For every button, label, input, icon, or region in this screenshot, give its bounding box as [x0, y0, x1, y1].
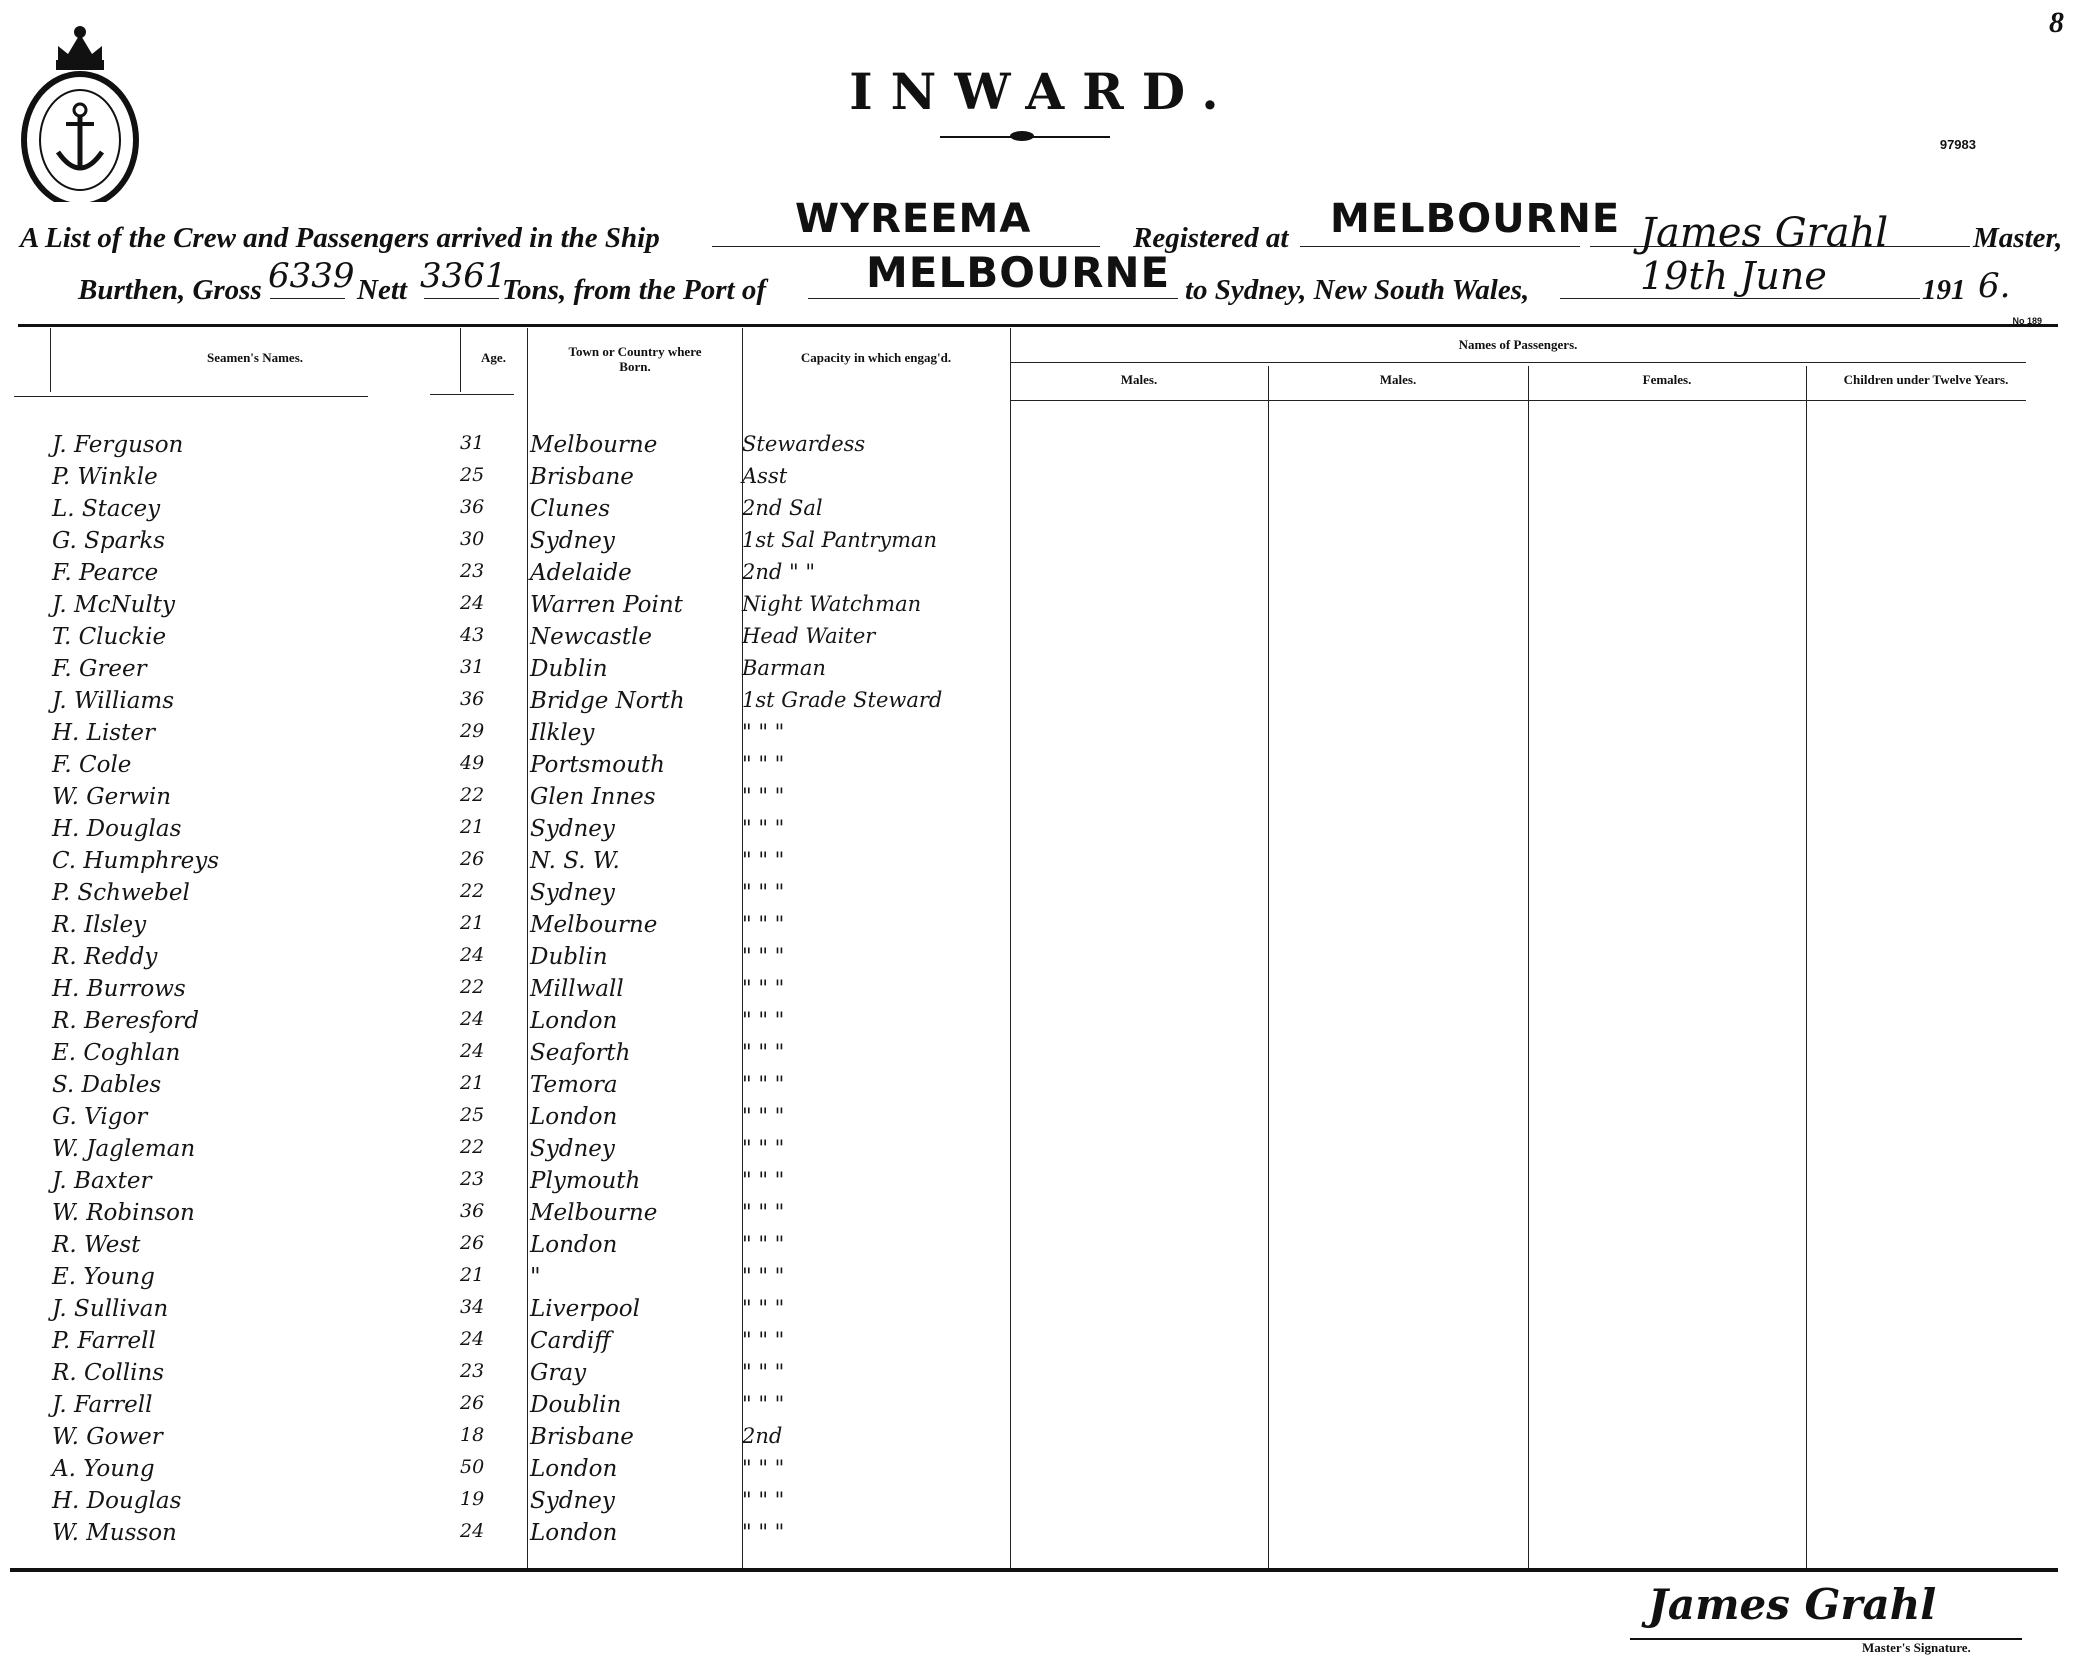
column-header-born: Town or Country where Born.: [568, 344, 702, 374]
crew-name-cell: W. Gerwin: [52, 784, 172, 810]
title-ornament: [940, 136, 1110, 142]
crew-born-cell: Dublin: [530, 944, 608, 970]
crew-name-cell: W. Gower: [52, 1424, 163, 1450]
crew-name-cell: J. Williams: [52, 688, 175, 714]
crew-name-cell: G. Vigor: [52, 1104, 148, 1130]
crew-name-cell: H. Lister: [52, 720, 155, 746]
crew-name-cell: R. Collins: [52, 1360, 165, 1386]
crew-born-cell: Liverpool: [530, 1296, 641, 1322]
crew-cap-cell: " " ": [742, 944, 785, 968]
tons-from-label: Tons, from the Port of: [502, 274, 766, 306]
crew-age-cell: 22: [460, 784, 485, 806]
crew-age-cell: 49: [460, 752, 485, 774]
column-header-males-1: Males.: [1120, 372, 1158, 387]
crew-name-cell: P. Farrell: [52, 1328, 156, 1354]
crew-cap-cell: " " ": [742, 1040, 785, 1064]
crew-name-cell: P. Winkle: [52, 464, 158, 490]
crew-name-cell: E. Coghlan: [52, 1040, 181, 1066]
column-header-females: Females.: [1642, 372, 1692, 387]
crew-cap-cell: " " ": [742, 752, 785, 776]
crew-born-cell: Cardiff: [530, 1328, 611, 1354]
crew-cap-cell: " " ": [742, 1200, 785, 1224]
serial-number: 97983: [1939, 137, 1976, 152]
crew-age-cell: 24: [460, 1328, 485, 1350]
crew-name-cell: J. Farrell: [52, 1392, 153, 1418]
crew-born-cell: Sydney: [530, 1488, 615, 1514]
crew-age-cell: 24: [460, 592, 485, 614]
crew-name-cell: H. Burrows: [52, 976, 186, 1002]
crew-age-cell: 25: [460, 1104, 485, 1126]
crew-cap-cell: " " ": [742, 1136, 785, 1160]
crew-born-cell: Millwall: [530, 976, 624, 1002]
crew-born-cell: Sydney: [530, 1136, 615, 1162]
nett-label: Nett: [357, 274, 407, 306]
crew-name-cell: S. Dables: [52, 1072, 162, 1098]
crew-born-cell: Sydney: [530, 880, 615, 906]
column-header-names: Seamen's Names.: [206, 350, 304, 365]
crew-name-cell: F. Cole: [52, 752, 132, 778]
crew-cap-cell: " " ": [742, 720, 785, 744]
crew-cap-cell: " " ": [742, 1328, 785, 1352]
crew-name-cell: R. West: [52, 1232, 141, 1258]
page-number: 8: [2049, 6, 2064, 39]
crew-age-cell: 25: [460, 464, 485, 486]
master-signature: James Grahl: [1648, 1580, 1937, 1629]
master-name-signature: James Grahl: [1640, 210, 1889, 256]
crew-born-cell: Ilkley: [530, 720, 595, 746]
crew-age-cell: 24: [460, 1520, 485, 1542]
crew-name-cell: W. Robinson: [52, 1200, 195, 1226]
master-signature-label: Master's Signature.: [1862, 1640, 1971, 1655]
arrival-date: 19th June: [1640, 254, 1827, 298]
crew-cap-cell: " " ": [742, 912, 785, 936]
crew-age-cell: 26: [460, 848, 485, 870]
crew-name-cell: F. Greer: [52, 656, 147, 682]
crew-born-cell: Bridge North: [530, 688, 685, 714]
crew-cap-cell: Asst: [742, 464, 788, 488]
crew-age-cell: 26: [460, 1392, 485, 1414]
crew-cap-cell: " " ": [742, 1232, 785, 1256]
column-header-capacity: Capacity in which engag'd.: [800, 350, 952, 365]
crew-name-cell: L. Stacey: [52, 496, 161, 522]
crew-name-cell: J. Baxter: [52, 1168, 152, 1194]
crew-age-cell: 36: [460, 688, 485, 710]
crew-name-cell: R. Reddy: [52, 944, 158, 970]
crew-name-cell: W. Jagleman: [52, 1136, 196, 1162]
ship-name: WYREEMA: [795, 196, 1032, 242]
crew-age-cell: 21: [460, 816, 485, 838]
crew-cap-cell: " " ": [742, 1296, 785, 1320]
crew-age-cell: 34: [460, 1296, 485, 1318]
crew-age-cell: 21: [460, 1264, 485, 1286]
crew-cap-cell: " " ": [742, 1488, 785, 1512]
crew-cap-cell: " " ": [742, 848, 785, 872]
crew-age-cell: 31: [460, 432, 485, 454]
column-header-age: Age.: [481, 350, 506, 365]
crew-cap-cell: " " ": [742, 1264, 785, 1288]
crew-cap-cell: " " ": [742, 976, 785, 1000]
crew-age-cell: 19: [460, 1488, 485, 1510]
crew-name-cell: A. Young: [52, 1456, 155, 1482]
crew-age-cell: 24: [460, 1040, 485, 1062]
crew-cap-cell: " " ": [742, 1456, 785, 1480]
crew-born-cell: Newcastle: [530, 624, 653, 650]
gross-tons: 6339: [268, 256, 355, 296]
crew-born-cell: London: [530, 1232, 618, 1258]
crew-born-cell: ": [530, 1264, 541, 1290]
crew-age-cell: 50: [460, 1456, 485, 1478]
crew-name-cell: H. Douglas: [52, 816, 182, 842]
crew-cap-cell: " " ": [742, 1008, 785, 1032]
crew-age-cell: 23: [460, 560, 485, 582]
crew-age-cell: 36: [460, 1200, 485, 1222]
crew-age-cell: 23: [460, 1168, 485, 1190]
crew-age-cell: 29: [460, 720, 485, 742]
crew-born-cell: Melbourne: [530, 432, 658, 458]
crew-name-cell: E. Young: [52, 1264, 155, 1290]
master-label: Master,: [1973, 222, 2063, 254]
list-title-text: A List of the Crew and Passengers arrived in the Ship: [20, 222, 660, 254]
crew-born-cell: Warren Point: [530, 592, 683, 618]
crew-born-cell: Adelaide: [530, 560, 632, 586]
column-header-passengers: Names of Passengers.: [1458, 337, 1578, 352]
crew-cap-cell: " " ": [742, 1392, 785, 1416]
crew-age-cell: 24: [460, 1008, 485, 1030]
column-header-children: Children under Twelve Years.: [1843, 372, 2009, 387]
table-top-rule: [18, 324, 2058, 327]
crew-cap-cell: Barman: [742, 656, 826, 680]
crew-born-cell: London: [530, 1104, 618, 1130]
crew-name-cell: W. Musson: [52, 1520, 177, 1546]
crew-cap-cell: " " ": [742, 880, 785, 904]
crew-born-cell: London: [530, 1008, 618, 1034]
crew-cap-cell: 2nd Sal: [742, 496, 823, 520]
crew-cap-cell: " " ": [742, 1072, 785, 1096]
crew-cap-cell: " " ": [742, 784, 785, 808]
crew-age-cell: 22: [460, 880, 485, 902]
crew-name-cell: J. McNulty: [52, 592, 176, 618]
crew-age-cell: 30: [460, 528, 485, 550]
crew-name-cell: T. Cluckie: [52, 624, 167, 650]
crew-cap-cell: " " ": [742, 1520, 785, 1544]
crew-born-cell: Sydney: [530, 528, 615, 554]
registered-label: Registered at: [1133, 222, 1289, 254]
crew-born-cell: Melbourne: [530, 912, 658, 938]
document-title: INWARD.: [849, 62, 1237, 121]
burthen-label: Burthen, Gross: [78, 274, 262, 306]
table-bottom-rule: [10, 1568, 2058, 1572]
crew-age-cell: 43: [460, 624, 485, 646]
crew-name-cell: H. Douglas: [52, 1488, 182, 1514]
crew-age-cell: 24: [460, 944, 485, 966]
crew-name-cell: P. Schwebel: [52, 880, 190, 906]
crew-born-cell: Brisbane: [530, 464, 634, 490]
crew-age-cell: 22: [460, 976, 485, 998]
crew-name-cell: G. Sparks: [52, 528, 166, 554]
crew-cap-cell: Head Waiter: [742, 624, 876, 648]
crew-age-cell: 31: [460, 656, 485, 678]
crew-born-cell: Sydney: [530, 816, 615, 842]
to-sydney-label: to Sydney, New South Wales,: [1185, 274, 1530, 306]
header-line-1: [20, 222, 660, 255]
from-port: MELBOURNE: [866, 248, 1171, 297]
crew-name-cell: F. Pearce: [52, 560, 159, 586]
crew-cap-cell: Stewardess: [742, 432, 866, 456]
crew-cap-cell: 1st Grade Steward: [742, 688, 943, 712]
crew-age-cell: 23: [460, 1360, 485, 1382]
crew-born-cell: London: [530, 1456, 618, 1482]
crew-age-cell: 21: [460, 912, 485, 934]
crew-born-cell: London: [530, 1520, 618, 1546]
crew-name-cell: C. Humphreys: [52, 848, 220, 874]
crew-born-cell: Portsmouth: [530, 752, 665, 778]
crew-cap-cell: 2nd: [742, 1424, 783, 1448]
crew-age-cell: 22: [460, 1136, 485, 1158]
crew-born-cell: Doublin: [530, 1392, 622, 1418]
crew-cap-cell: 1st Sal Pantryman: [742, 528, 938, 552]
crew-age-cell: 36: [460, 496, 485, 518]
column-header-males-2: Males.: [1379, 372, 1417, 387]
crew-cap-cell: Night Watchman: [742, 592, 922, 616]
crew-born-cell: Melbourne: [530, 1200, 658, 1226]
crew-name-cell: J. Ferguson: [52, 432, 184, 458]
crew-name-cell: R. Ilsley: [52, 912, 147, 938]
crew-born-cell: Dublin: [530, 656, 608, 682]
crew-born-cell: Plymouth: [530, 1168, 641, 1194]
nett-tons: 3361: [420, 256, 507, 296]
crew-name-cell: R. Beresford: [52, 1008, 199, 1034]
crew-born-cell: Temora: [530, 1072, 618, 1098]
form-number: No 189: [2012, 316, 2042, 326]
crew-cap-cell: " " ": [742, 1104, 785, 1128]
crew-born-cell: N. S. W.: [530, 848, 620, 874]
crew-born-cell: Seaforth: [530, 1040, 631, 1066]
year-prefix: 191: [1922, 274, 1966, 306]
crew-cap-cell: " " ": [742, 1360, 785, 1384]
crew-age-cell: 21: [460, 1072, 485, 1094]
crew-born-cell: Brisbane: [530, 1424, 634, 1450]
crew-born-cell: Clunes: [530, 496, 610, 522]
crew-name-cell: J. Sullivan: [52, 1296, 169, 1322]
crew-age-cell: 26: [460, 1232, 485, 1254]
crew-cap-cell: " " ": [742, 1168, 785, 1192]
year-suffix: 6.: [1978, 266, 2011, 306]
crew-age-cell: 18: [460, 1424, 485, 1446]
crew-born-cell: Glen Innes: [530, 784, 656, 810]
crew-born-cell: Gray: [530, 1360, 587, 1386]
crew-cap-cell: " " ": [742, 816, 785, 840]
registered-port: MELBOURNE: [1330, 196, 1621, 242]
crew-cap-cell: 2nd " ": [742, 560, 815, 584]
